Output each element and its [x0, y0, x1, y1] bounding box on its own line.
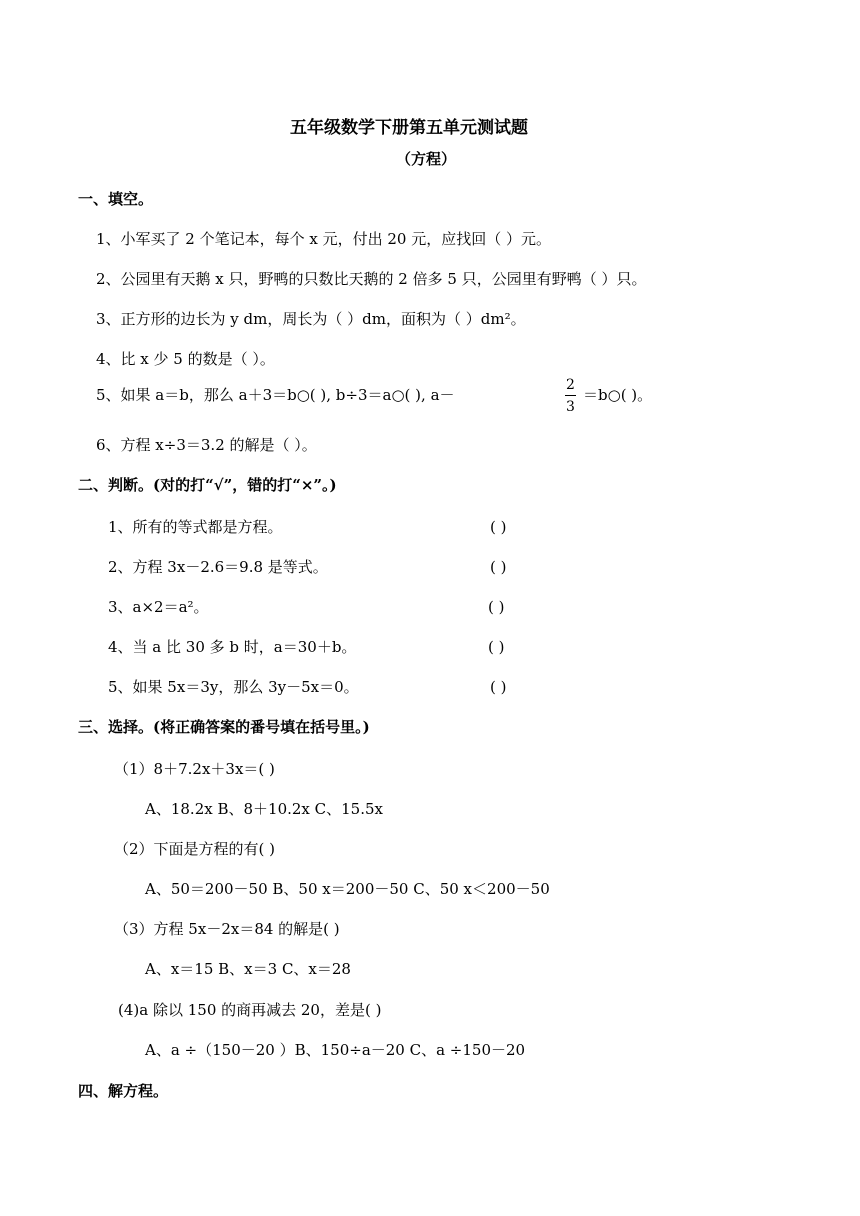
fraction-denominator: 3: [566, 399, 575, 415]
fill-blank-item: 5、如果 a＝b，那么 a＋3＝b○( ), b÷3＝a○( ), a－: [96, 386, 455, 404]
choice-options: A、x＝15 B、x＝3 C、x＝28: [145, 960, 351, 978]
answer-parens: ( ): [488, 598, 505, 616]
fill-blank-item: 4、比 x 少 5 的数是（ ）。: [96, 350, 275, 368]
section-heading: 一、填空。: [78, 190, 154, 208]
judge-item-text: 2、方程 3x－2.6＝9.8 是等式。: [108, 558, 328, 576]
answer-parens: ( ): [490, 558, 507, 576]
fill-blank-item: 1、小军买了 2 个笔记本，每个 x 元，付出 20 元，应找回（ ）元。: [96, 230, 552, 248]
choice-options: A、18.2x B、8＋10.2x C、15.5x: [145, 800, 383, 818]
page-title: 五年级数学下册第五单元测试题: [290, 118, 528, 138]
fraction: [565, 378, 576, 414]
fill-blank-item: 2、公园里有天鹅 x 只，野鸭的只数比天鹅的 2 倍多 5 只，公园里有野鸭（ ）只。: [96, 270, 647, 288]
judge-item-text: 5、如果 5x＝3y，那么 3y－5x＝0。: [108, 678, 359, 696]
choice-options: A、a ÷（150－20 ）B、150÷a－20 C、a ÷150－20: [145, 1041, 526, 1059]
page-subtitle: （方程）: [396, 150, 457, 168]
section-heading: 四、解方程。: [78, 1082, 169, 1100]
answer-parens: ( ): [490, 678, 507, 696]
choice-question: （2）下面是方程的有( ): [114, 840, 276, 858]
section-heading: 三、选择。(将正确答案的番号填在括号里。): [78, 718, 370, 736]
choice-question: （1）8＋7.2x＋3x＝( ): [114, 760, 275, 778]
judge-item-text: 3、a×2＝a²。: [108, 598, 209, 616]
choice-options: A、50＝200－50 B、50 x＝200－50 C、50 x＜200－50: [145, 880, 550, 898]
fraction-numerator: 2: [565, 378, 576, 396]
fill-blank-item: 3、正方形的边长为 y dm，周长为（ ）dm，面积为（ ）dm²。: [96, 310, 526, 328]
fill-blank-item-tail: ＝b○( )。: [583, 386, 653, 404]
choice-question: （3）方程 5x－2x＝84 的解是( ): [114, 920, 340, 938]
answer-parens: ( ): [488, 638, 505, 656]
judge-item-text: 4、当 a 比 30 多 b 时，a＝30＋b。: [108, 638, 357, 656]
choice-question: (4)a 除以 150 的商再减去 20，差是( ): [118, 1001, 382, 1019]
judge-item-text: 1、所有的等式都是方程。: [108, 518, 283, 536]
fill-blank-item: 6、方程 x÷3＝3.2 的解是（ ）。: [96, 436, 317, 454]
answer-parens: ( ): [490, 518, 507, 536]
section-heading: 二、判断。(对的打“√”，错的打“×”。): [78, 476, 337, 494]
